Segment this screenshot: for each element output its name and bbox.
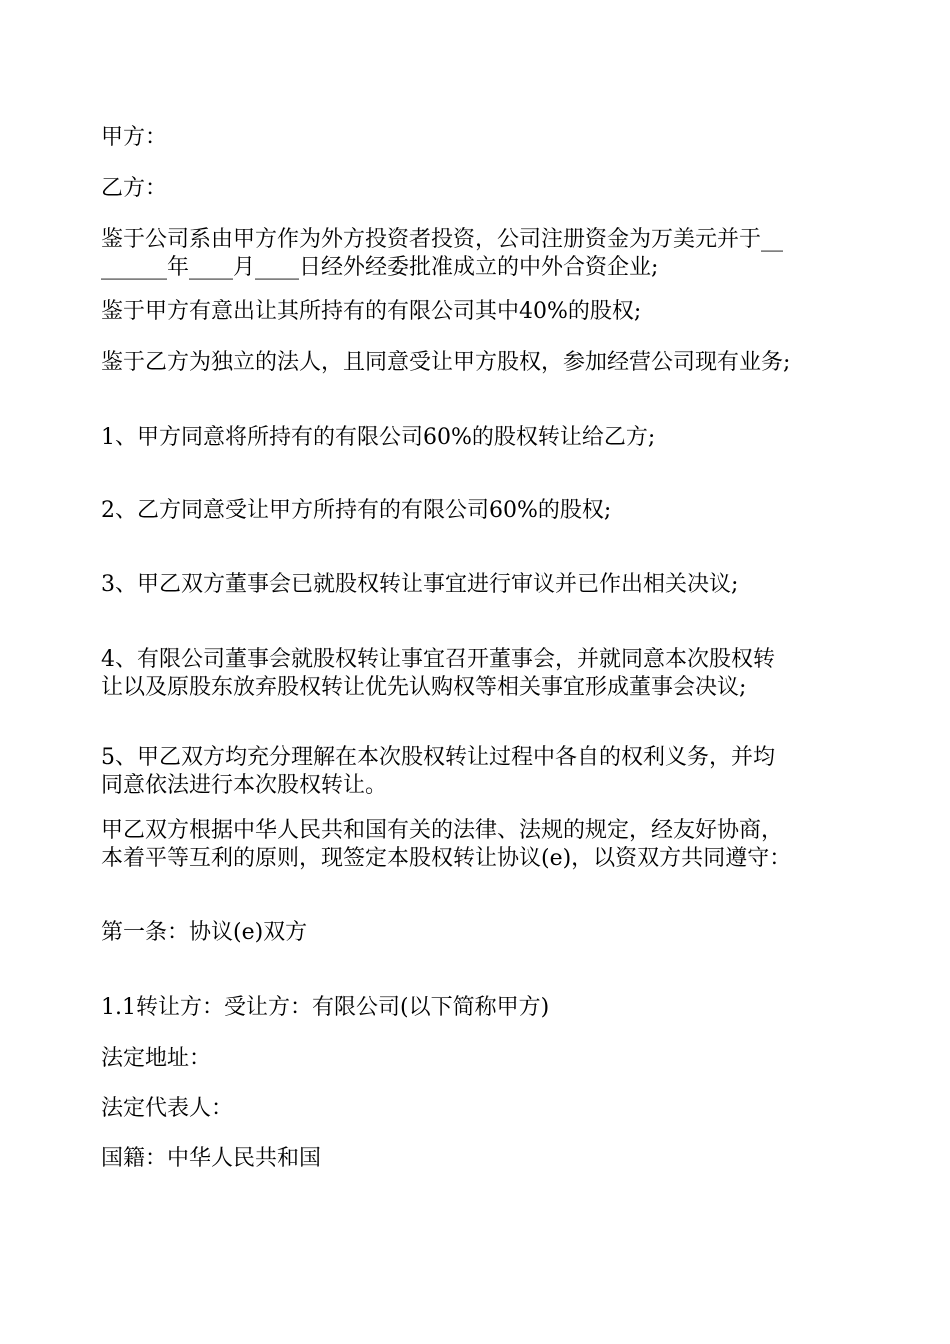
item-5 xyxy=(101,744,861,800)
agreement-intro-line-2: 本着平等互利的原则，现签定本股权转让协议(e)，以资双方共同遵守： xyxy=(101,846,792,871)
recital-1-line-2: ______年____月____日经外经委批准成立的中外合资企业; xyxy=(101,255,659,280)
agreement-intro xyxy=(101,817,861,873)
item-5-line-1: 5、甲乙双方均充分理解在本次股权转让过程中各自的权利义务，并均 xyxy=(101,745,775,770)
recital-1-line-1: 鉴于公司系由甲方作为外方投资者投资，公司注册资金为万美元并于__ xyxy=(101,227,784,252)
item-4-line-1: 4、有限公司董事会就股权转让事宜召开董事会，并就同意本次股权转 xyxy=(101,647,775,672)
item-2: 2、乙方同意受让甲方所持有的有限公司60%的股权; xyxy=(101,498,612,523)
nationality: 国籍：中华人民共和国 xyxy=(101,1146,322,1171)
party-b-label: 乙方： xyxy=(101,176,168,201)
recital-2: 鉴于甲方有意出让其所持有的有限公司其中40%的股权; xyxy=(101,299,642,324)
agreement-intro-line-1: 甲乙双方根据中华人民共和国有关的法律、法规的规定，经友好协商， xyxy=(101,818,784,843)
recital-3: 鉴于乙方为独立的法人，且同意受让甲方股权，参加经营公司现有业务; xyxy=(101,350,791,375)
item-5-line-2: 同意依法进行本次股权转让。 xyxy=(101,773,388,798)
item-1: 1、甲方同意将所持有的有限公司60%的股权转让给乙方; xyxy=(101,425,656,450)
item-4-line-2: 让以及原股东放弃股权转让优先认购权等相关事宜形成董事会决议; xyxy=(101,675,747,700)
legal-representative-label: 法定代表人： xyxy=(101,1096,234,1121)
item-3: 3、甲乙双方董事会已就股权转让事宜进行审议并已作出相关决议; xyxy=(101,572,739,597)
item-4 xyxy=(101,646,861,702)
clause-1-1: 1.1转让方：受让方：有限公司(以下简称甲方) xyxy=(101,995,550,1020)
recital-1 xyxy=(101,226,861,282)
article-1-title: 第一条：协议(e)双方 xyxy=(101,920,308,945)
party-a-label: 甲方： xyxy=(101,125,168,150)
legal-address-label: 法定地址： xyxy=(101,1046,212,1071)
